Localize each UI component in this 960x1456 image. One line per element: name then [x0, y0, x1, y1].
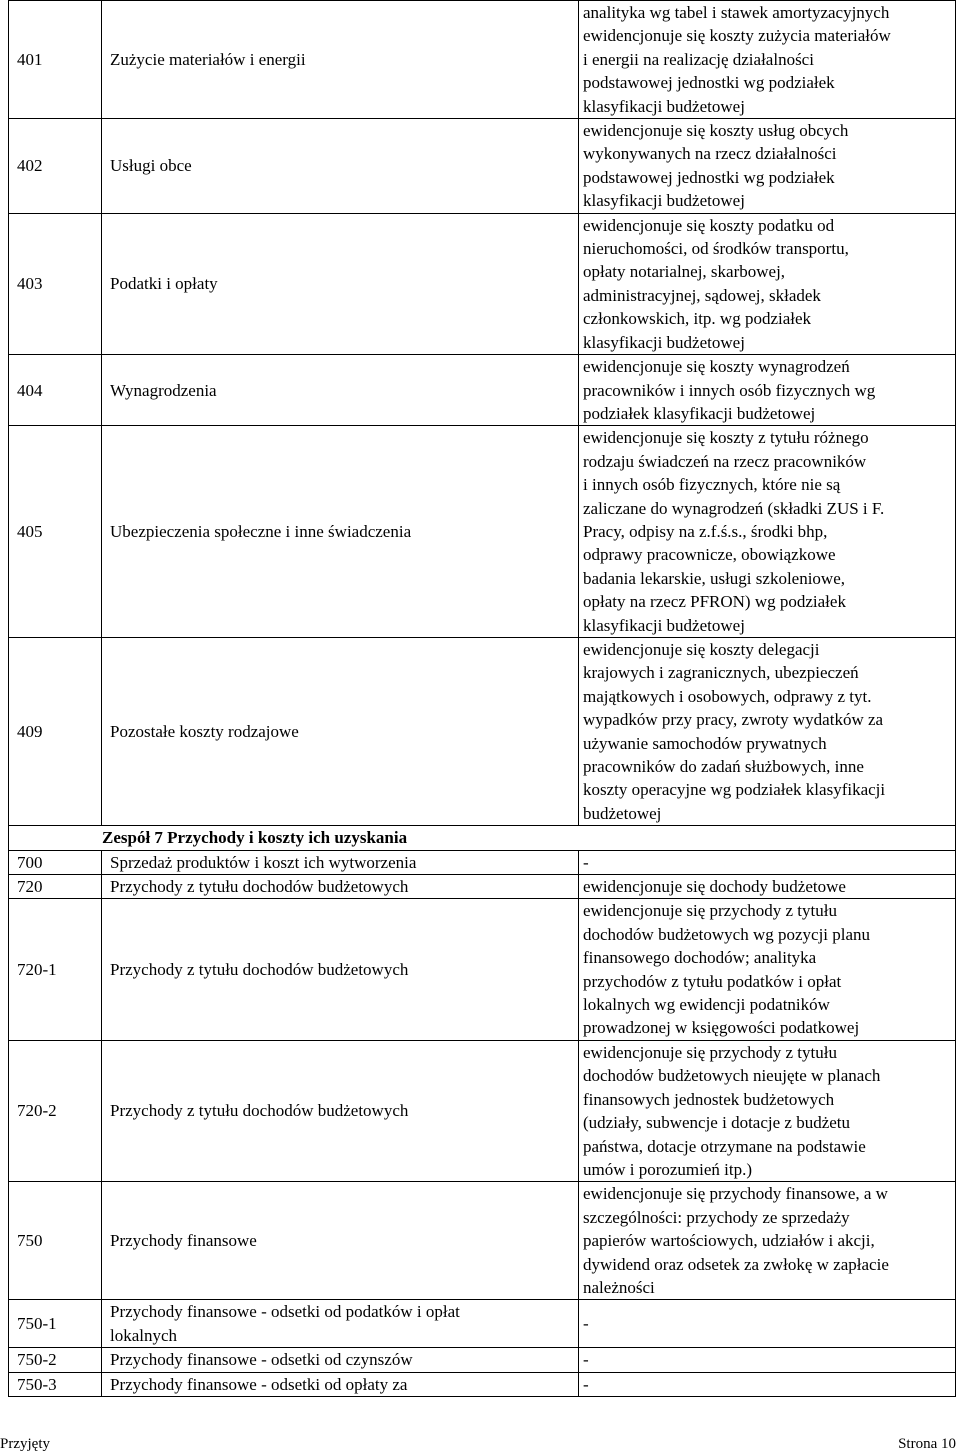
account-name: Przychody finansowe - odsetki od opłaty za: [102, 1372, 579, 1396]
table-row: [9, 213, 956, 354]
account-name: Wynagrodzenia: [102, 355, 579, 426]
account-name: Sprzedaż produktów i koszt ich wytworzenia: [102, 850, 579, 874]
account-description: ewidencjonuje się przychody finansowe, a w szczególności: przychody ze sprzedaży papierów wartościowych, udziałów i akcji, dywidend oraz odsetek za zwłokę w zapłacie należności: [579, 1182, 956, 1300]
account-code: 409: [9, 637, 102, 825]
account-name: Pozostałe koszty rodzajowe: [102, 637, 579, 825]
account-description: ewidencjonuje się koszty usług obcych wykonywanych na rzecz działalności podstawowej jednostki wg podziałek klasyfikacji budżetowej: [579, 119, 956, 214]
account-code: 700: [9, 850, 102, 874]
account-name: Przychody z tytułu dochodów budżetowych: [102, 1040, 579, 1181]
account-description: ewidencjonuje się przychody z tytułu dochodów budżetowych nieujęte w planach finansowych jednostek budżetowych (udziały, subwencje i dotacje z budżetu państwa, dotacje otrzymane na podstawie umów i porozumień itp.): [579, 1040, 956, 1181]
account-code: 405: [9, 426, 102, 638]
table-row: [9, 1348, 956, 1372]
account-name: Przychody finansowe - odsetki od czynszów: [102, 1348, 579, 1372]
table-row: [9, 850, 956, 874]
account-code: 750-2: [9, 1348, 102, 1372]
table-row: [9, 119, 956, 214]
section-heading-row: [9, 826, 956, 850]
account-description: ewidencjonuje się koszty podatku od nieruchomości, od środków transportu, opłaty notarialnej, skarbowej, administracyjnej, sądowej, składek członkowskich, itp. wg podziałek klasyfikacji budżetowej: [579, 213, 956, 354]
section-heading: Zespół 7 Przychody i koszty ich uzyskania: [9, 826, 956, 850]
account-description: ewidencjonuje się koszty z tytułu różnego rodzaju świadczeń na rzecz pracowników i innych osób fizycznych, które nie są zaliczane do wynagrodzeń (składki ZUS i F. Pracy, odpisy na z.f.ś.s., środki bhp, odprawy pracownicze, obowiązkowe badania lekarskie, usługi szkoleniowe, opłaty na rzecz PFRON) wg podziałek klasyfikacji budżetowej: [579, 426, 956, 638]
account-code: 720: [9, 875, 102, 899]
account-code: 750: [9, 1182, 102, 1300]
account-name: Przychody finansowe - odsetki od podatków i opłat lokalnych: [102, 1300, 579, 1348]
table-row: [9, 1372, 956, 1396]
account-name: Podatki i opłaty: [102, 213, 579, 354]
account-description: analityka wg tabel i stawek amortyzacyjnych ewidencjonuje się koszty zużycia materiałów i energii na realizację działalności podstawowej jednostki wg podziałek klasyfikacji budżetowej: [579, 1, 956, 119]
table-row: [9, 426, 956, 638]
account-description: -: [579, 1300, 956, 1348]
account-name: Przychody z tytułu dochodów budżetowych: [102, 875, 579, 899]
account-description: ewidencjonuje się przychody z tytułu dochodów budżetowych wg pozycji planu finansowego dochodów; analityka przychodów z tytułu podatków i opłat lokalnych wg ewidencji podatników prowadzonej w księgowości podatkowej: [579, 899, 956, 1040]
account-code: 750-1: [9, 1300, 102, 1348]
table-row: [9, 1300, 956, 1348]
account-description: ewidencjonuje się koszty wynagrodzeń pracowników i innych osób fizycznych wg podziałek klasyfikacji budżetowej: [579, 355, 956, 426]
table-row: [9, 637, 956, 825]
account-code: 720-2: [9, 1040, 102, 1181]
account-code: 750-3: [9, 1372, 102, 1396]
table-row: [9, 1040, 956, 1181]
account-description: -: [579, 850, 956, 874]
account-code: 404: [9, 355, 102, 426]
account-description: -: [579, 1348, 956, 1372]
account-description: ewidencjonuje się koszty delegacji krajowych i zagranicznych, ubezpieczeń majątkowych i osobowych, odprawy z tyt. wypadków przy pracy, zwroty wydatków za używanie samochodów prywatnych pracowników do zadań służbowych, inne koszty operacyjne wg podziałek klasyfikacji budżetowej: [579, 637, 956, 825]
footer-page-number: Strona 10: [898, 1436, 956, 1452]
account-code: 403: [9, 213, 102, 354]
account-description: -: [579, 1372, 956, 1396]
account-code: 402: [9, 119, 102, 214]
table-row: [9, 1, 956, 119]
table-row: [9, 1182, 956, 1300]
account-name: Przychody z tytułu dochodów budżetowych: [102, 899, 579, 1040]
table-row: [9, 355, 956, 426]
footer-status: Przyjęty: [0, 1436, 50, 1452]
account-name: Zużycie materiałów i energii: [102, 1, 579, 119]
table-row: [9, 899, 956, 1040]
accounts-table: [8, 0, 956, 1397]
table-row: [9, 875, 956, 899]
account-name: Przychody finansowe: [102, 1182, 579, 1300]
account-name: Usługi obce: [102, 119, 579, 214]
account-description: ewidencjonuje się dochody budżetowe: [579, 875, 956, 899]
account-name: Ubezpieczenia społeczne i inne świadczenia: [102, 426, 579, 638]
account-code: 720-1: [9, 899, 102, 1040]
account-code: 401: [9, 1, 102, 119]
